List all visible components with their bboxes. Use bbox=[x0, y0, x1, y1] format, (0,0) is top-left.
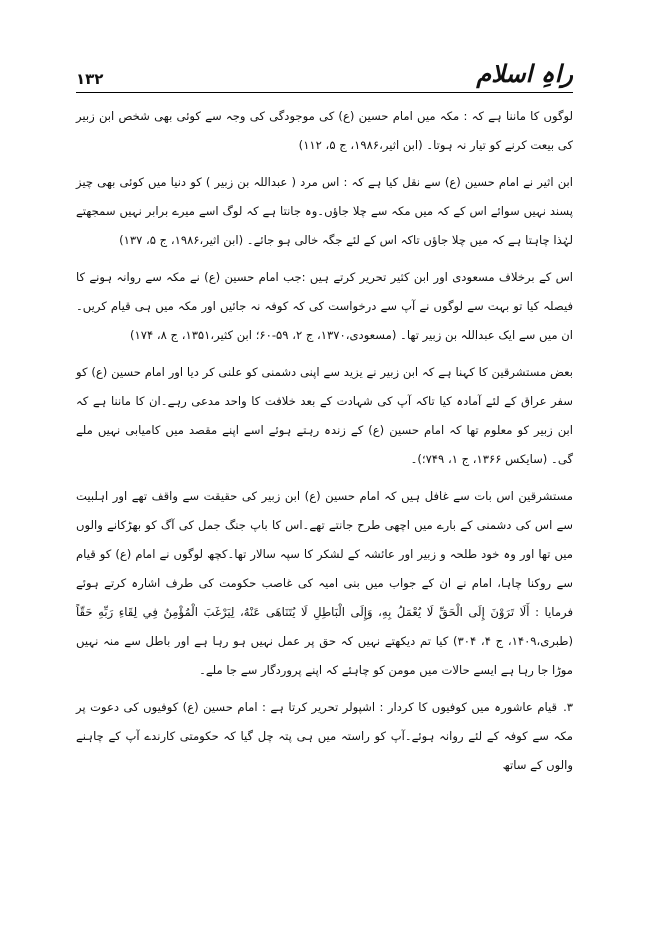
paragraph: بعض مستشرقین کا کہنا ہے کہ ابن زبیر نے یزید سے اپنی دشمنی کو علنی کر دیا اور امام حسین (ع) کو سفر عراق کے لئے آمادہ کیا تاکہ آپ کی شہادت کے بعد خلافت کا واحد مدعی رہے۔ان کا ماننا ہے کہ ابن زبیر کو معلوم تھا کہ امام حسین (ع) کے زندہ رہتے ہوئے اسے اپنے مقصد میں کامیابی نہیں ملے گی۔ (سایکس ۱۳۶۶، ج ۱، ۷۴۹؛)۔ bbox=[76, 365, 573, 466]
body-text bbox=[76, 102, 573, 788]
paragraph: اس کے برخلاف مسعودی اور ابن کثیر تحریر کرتے ہیں :جب امام حسین (ع) نے مکہ سے روانہ ہونے کا فیصلہ کیا تو بہت سے لوگوں نے آپ سے درخواست کی کہ کوفہ نہ جائیں اور مکہ میں ہی قیام کریں۔ان میں سے ایک عبداللہ بن زبیر تھا۔ (مسعودی،۱۳۷۰، ج ۲، ۵۹-۶۰؛ ابن کثیر،۱۳۵۱، ج ۸، ۱۷۴) bbox=[76, 270, 573, 342]
item-number: ۳. bbox=[563, 700, 573, 714]
paragraph: مستشرقین اس بات سے غافل ہیں کہ امام حسین (ع) ابن زبیر کی حقیقت سے واقف تھے اور اہلبیت سے اس کی دشمنی کے بارے میں اچھی طرح جانتے تھے۔اس کا باپ جنگ جمل کی آگ کو بھڑکانے والوں میں تھا اور وہ خود طلحہ و زبیر اور عائشہ کے لشکر کا سپہ سالار تھا۔کچھ لوگوں نے امام (ع) کو قیام سے روکنا چاہا، امام نے ان کے جواب میں بنی امیہ کی غاصب حکومت کی طرف اشارہ کرتے ہوئے فرمایا : أَلَا تَرَوْنَ إِلَى الْحَقِّ لَا يُعْمَلُ بِهِ، وَإِلَى الْبَاطِلِ لَا يُتَنَاهَى عَنْهُ، لِيَرْغَبَ الْمُؤْمِنُ فِي لِقَاءِ رَبِّهِ حَقّاً (طبری،۱۴۰۹، ج ۴، ۳۰۴) کیا تم دیکھتے نہیں کہ حق پر عمل نہیں ہو رہا ہے اور باطل سے منہ نہیں موڑا جا رہا ہے ایسے حالات میں مومن کو چاہئے کہ اپنے پروردگار سے جا ملے۔ bbox=[76, 489, 573, 677]
paragraph: لوگوں کا ماننا ہے کہ : مکہ میں امام حسین (ع) کی موجودگی کی وجہ سے کوئی بھی شخص ابن زبیر کی بیعت کرنے کو تیار نہ ہوتا۔ (ابن اثیر،۱۹۸۶، ج ۵، ۱۱۲) bbox=[76, 109, 573, 152]
paragraph: ابن اثیر نے امام حسین (ع) سے نقل کیا ہے کہ : اس مرد ( عبداللہ بن زبیر ) کو دنیا میں کوئی بھی چیز پسند نہیں سوائے اس کے کہ میں مکہ سے چلا جاؤں۔وہ جانتا ہے کہ لوگ اسے میرے برابر نہیں سمجھتے لہٰذا چاہتا ہے کہ میں چلا جاؤں تاکہ اس کے لئے جگہ خالی ہو جائے۔ (ابن اثیر،۱۹۸۶، ج ۵، ۱۳۷) bbox=[76, 175, 573, 247]
page-header bbox=[76, 58, 573, 88]
numbered-paragraph-text: قیام عاشورہ میں کوفیوں کا کردار : اشپولر تحریر کرتا ہے : امام حسین (ع) کوفیوں کی دعوت پر مکہ سے کوفہ کے لئے روانہ ہوئے۔آپ کو راستہ میں ہی پتہ چل گیا کہ حکومتی کارندے آپ کے چاہنے والوں کے ساتھ bbox=[76, 700, 573, 772]
page-number: ۱۳۲ bbox=[76, 70, 104, 88]
numbered-paragraph bbox=[76, 693, 573, 780]
running-title: راہِ اسلام bbox=[476, 59, 573, 88]
header-rule bbox=[76, 92, 573, 93]
